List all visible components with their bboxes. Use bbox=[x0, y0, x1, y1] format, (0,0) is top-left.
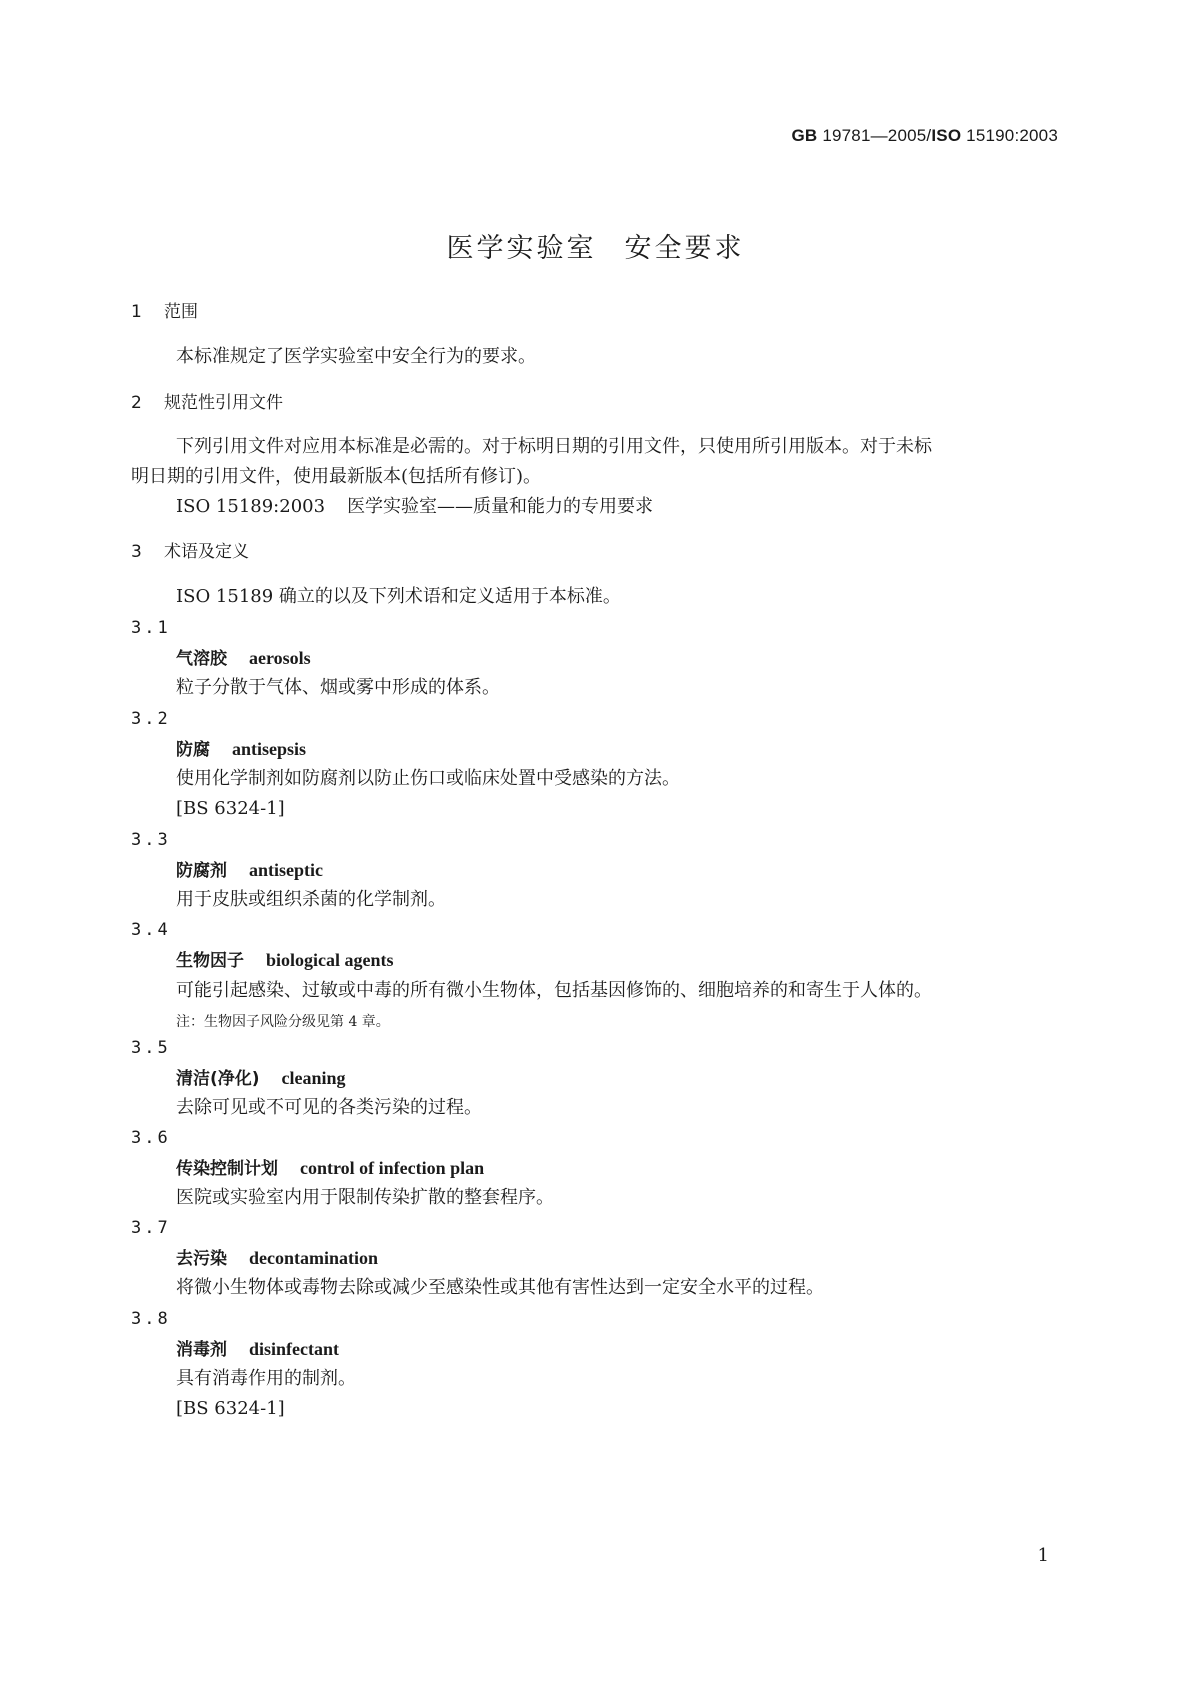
term-chinese: 去污染 bbox=[176, 1249, 227, 1269]
section-heading-1 bbox=[131, 300, 198, 324]
term-chinese: 生物因子 bbox=[176, 951, 244, 971]
section-title: 范围 bbox=[164, 302, 198, 322]
term-chinese: 传染控制计划 bbox=[176, 1159, 278, 1179]
page-number: 1 bbox=[1037, 1545, 1049, 1566]
term-english: disinfectant bbox=[249, 1339, 339, 1359]
section-number: 3 bbox=[131, 542, 142, 562]
term-number: 3.6 bbox=[131, 1128, 171, 1148]
standard-code-gb: GB bbox=[791, 126, 818, 145]
section-title: 规范性引用文件 bbox=[164, 393, 283, 413]
term-chinese: 消毒剂 bbox=[176, 1340, 227, 1360]
term-heading bbox=[176, 1156, 484, 1181]
term-definition: 去除可见或不可见的各类污染的过程。 bbox=[176, 1097, 482, 1118]
term-heading bbox=[176, 646, 311, 671]
section-number: 2 bbox=[131, 393, 142, 413]
term-definition: 医院或实验室内用于限制传染扩散的整套程序。 bbox=[176, 1187, 554, 1208]
term-heading bbox=[176, 1337, 339, 1362]
title-part-1: 医学实验室 bbox=[446, 233, 597, 264]
standard-code-number: 19781—2005/ bbox=[817, 126, 932, 145]
standard-code bbox=[792, 126, 1059, 146]
normative-reference bbox=[176, 495, 653, 519]
term-definition: 粒子分散于气体、烟或雾中形成的体系。 bbox=[176, 677, 500, 698]
term-definition: 具有消毒作用的制剂。 bbox=[176, 1368, 356, 1389]
term-number: 3.4 bbox=[131, 920, 171, 940]
term-english: cleaning bbox=[281, 1068, 346, 1088]
term-heading bbox=[176, 737, 306, 762]
term-number: 3.2 bbox=[131, 709, 171, 729]
section-heading-2 bbox=[131, 391, 283, 415]
reference-title: 医学实验室——质量和能力的专用要求 bbox=[347, 496, 654, 517]
term-number: 3.8 bbox=[131, 1309, 171, 1329]
term-source: [BS 6324-1] bbox=[176, 1398, 285, 1419]
term-heading bbox=[176, 858, 323, 883]
standard-code-iso: ISO bbox=[931, 126, 962, 145]
term-chinese: 防腐剂 bbox=[176, 861, 227, 881]
section-number: 1 bbox=[131, 302, 142, 322]
section-3-paragraph: ISO 15189 确立的以及下列术语和定义适用于本标准。 bbox=[176, 586, 621, 607]
term-chinese: 防腐 bbox=[176, 740, 210, 760]
term-english: decontamination bbox=[249, 1248, 379, 1268]
term-source: [BS 6324-1] bbox=[176, 798, 285, 819]
term-definition: 可能引起感染、过敏或中毒的所有微小生物体，包括基因修饰的、细胞培养的和寄生于人体的。 bbox=[176, 980, 932, 1001]
term-heading bbox=[176, 1246, 378, 1271]
term-english: antisepsis bbox=[232, 739, 307, 759]
standard-code-iso-number: 15190:2003 bbox=[961, 126, 1058, 145]
document-title bbox=[0, 226, 1191, 265]
section-title: 术语及定义 bbox=[164, 542, 249, 562]
term-number: 3.1 bbox=[131, 618, 171, 638]
term-number: 3.7 bbox=[131, 1218, 171, 1238]
term-heading bbox=[176, 948, 394, 973]
section-2-paragraph-line-1: 下列引用文件对应用本标准是必需的。对于标明日期的引用文件，只使用所引用版本。对于未标 bbox=[176, 436, 932, 457]
term-definition: 将微小生物体或毒物去除或减少至感染性或其他有害性达到一定安全水平的过程。 bbox=[176, 1277, 824, 1298]
term-english: antiseptic bbox=[249, 860, 323, 880]
term-heading bbox=[176, 1066, 346, 1091]
term-english: aerosols bbox=[249, 648, 311, 668]
section-2-paragraph-line-2: 明日期的引用文件，使用最新版本(包括所有修订)。 bbox=[131, 466, 542, 487]
term-chinese: 气溶胶 bbox=[176, 649, 227, 669]
term-note-row bbox=[131, 1010, 390, 1034]
term-definition: 用于皮肤或组织杀菌的化学制剂。 bbox=[176, 889, 446, 910]
title-part-2: 安全要求 bbox=[624, 233, 745, 264]
term-number: 3.3 bbox=[131, 830, 171, 850]
reference-code: ISO 15189:2003 bbox=[176, 496, 326, 517]
term-english: biological agents bbox=[266, 950, 394, 970]
term-number: 3.5 bbox=[131, 1038, 171, 1058]
section-1-paragraph: 本标准规定了医学实验室中安全行为的要求。 bbox=[176, 346, 536, 367]
term-definition: 使用化学制剂如防腐剂以防止伤口或临床处置中受感染的方法。 bbox=[176, 768, 680, 789]
term-chinese: 清洁(净化) bbox=[176, 1069, 260, 1089]
term-english: control of infection plan bbox=[300, 1158, 485, 1178]
term-note: 注：生物因子风险分级见第 4 章。 bbox=[176, 1014, 390, 1030]
section-heading-3 bbox=[131, 540, 249, 564]
